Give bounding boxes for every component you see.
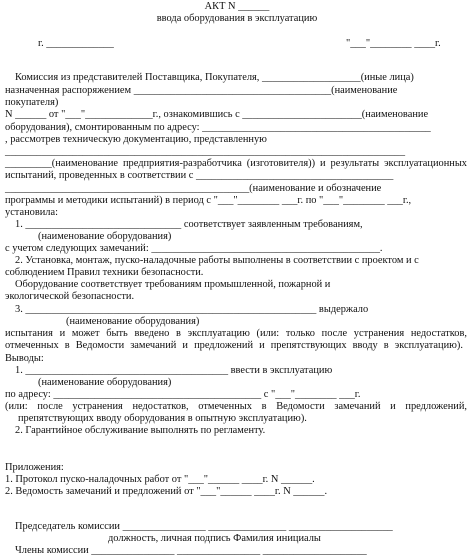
finding-2-cont: соблюдением Правил техники безопасности.: [5, 267, 204, 278]
conclusion-1-hint: (наименование оборудования): [38, 377, 172, 388]
finding-3: 3. ________________________________________________________ выдержало: [15, 304, 369, 315]
commission-line-3: покупателя): [5, 97, 59, 108]
commission-line-2: назначенная распоряжением ______________________________________(наименование: [5, 85, 398, 96]
act-title: АКТ N ______: [204, 1, 270, 12]
attachments-heading: Приложения:: [5, 462, 64, 473]
commission-line-1: Комиссия из представителей Поставщика, Покупателя, ___________________(иные лица): [15, 72, 414, 83]
commission-line-4: N ______ от "___"_____________г., ознакомившись с _______________________(наименование: [5, 109, 429, 120]
finding-1: 1. ______________________________ соответствует заявленным требованиям,: [15, 219, 363, 230]
members-signature-line: Члены комиссии ________________ ________________ ____________________: [15, 545, 367, 556]
finding-2: 2. Установка, монтаж, пуско-наладочные работы выполнены в соответствии с проектом и с: [15, 255, 419, 266]
commission-line-6: , рассмотрев техническую документацию, представленную: [5, 134, 267, 145]
commission-line-9: испытаний, проведенных в соответствии с ______________________________________: [5, 170, 394, 181]
finding-3-hint: (наименование оборудования): [66, 316, 200, 327]
commission-line-11: программы и методики испытаний) в период с "___"________ ___г. по "___"________ ___г.,: [5, 195, 412, 206]
date-field: "___"________ ____г.: [346, 38, 441, 49]
commission-line-10: _______________________________________________(наименование и обозначение: [5, 183, 382, 194]
conclusion-1-note: (или: после устранения недостатков, отмеченных в Ведомости замечаний и предложений,: [5, 401, 467, 412]
conclusions-heading: Выводы:: [5, 353, 44, 364]
conclusion-1-address: по адресу: ________________________________________ с "___"________ ___г.: [5, 389, 361, 400]
commission-line-7: _____________________________________________________________________________: [5, 146, 406, 157]
attachment-1: 1. Протокол пуско-наладочных работ от "___"______ ____г. N ______.: [5, 474, 315, 485]
finding-1-hint: (наименование оборудования): [38, 231, 172, 242]
chairman-signature-line: Председатель комиссии ________________ _______________ ____________________: [15, 521, 393, 532]
conclusion-2: 2. Гарантийное обслуживание выполнять по регламенту.: [15, 425, 266, 436]
act-subtitle: ввода оборудования в эксплуатацию: [156, 13, 318, 24]
finding-3-cont: испытания и может быть введено в эксплуатацию (или: только после устранения недостатков,: [5, 328, 467, 339]
commission-line-5: оборудования), смонтированным по адресу: ____________________________________________: [5, 122, 431, 133]
conclusion-1: 1. _______________________________________ ввести в эксплуатацию: [15, 365, 333, 376]
finding-1-remarks: с учетом следующих замечаний: ____________________________________________.: [5, 243, 383, 254]
finding-2-safety: Оборудование соответствует требованиям промышленной, пожарной и: [15, 279, 331, 290]
finding-2-safety-cont: экологической безопасности.: [5, 291, 135, 302]
attachment-2: 2. Ведомость замечаний и предложений от "___"______ ____г. N ______.: [5, 486, 328, 497]
commission-line-12: установила:: [5, 207, 58, 218]
conclusion-1-note-cont: препятствующих вводу оборудования в опытную эксплуатацию).: [18, 413, 307, 424]
commission-line-8: _________(наименование предприятия-разработчика (изготовителя)) и результаты эксплуатационных: [5, 158, 467, 169]
finding-3-cont-2: отмеченных в Ведомости замечаний и предложений и препятствующих вводу в эксплуатацию).: [5, 340, 463, 351]
signature-hint: должность, личная подпись Фамилия инициалы: [108, 533, 321, 544]
city-field: г. _____________: [38, 38, 114, 49]
